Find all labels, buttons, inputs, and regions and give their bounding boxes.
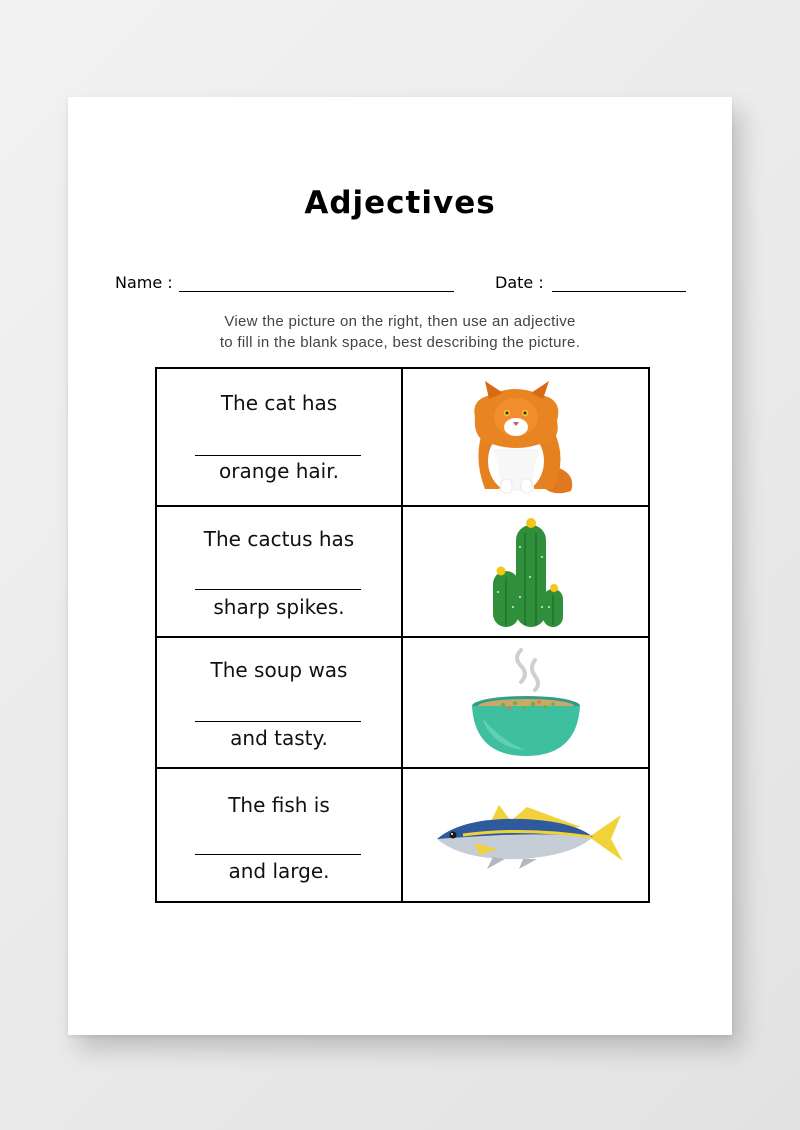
table-row bbox=[156, 368, 649, 506]
date-label: Date : bbox=[495, 273, 544, 292]
picture-cell bbox=[402, 368, 649, 506]
answer-blank[interactable] bbox=[195, 455, 361, 456]
sentence-cell bbox=[156, 368, 402, 506]
sentence-start: The cactus has bbox=[203, 527, 355, 551]
sentence-start: The cat has bbox=[220, 391, 338, 415]
sentence-end: and large. bbox=[228, 859, 330, 883]
name-date-row bbox=[115, 273, 695, 297]
sentence-end: and tasty. bbox=[230, 726, 328, 750]
answer-blank[interactable] bbox=[195, 854, 361, 855]
picture-cell bbox=[402, 637, 649, 768]
sentence-cell bbox=[156, 506, 402, 637]
fish-icon bbox=[403, 769, 648, 899]
date-input-line[interactable] bbox=[552, 291, 686, 292]
sentence-start: The fish is bbox=[228, 793, 330, 817]
answer-blank[interactable] bbox=[195, 589, 361, 590]
instructions bbox=[68, 311, 732, 353]
cactus-icon bbox=[403, 507, 648, 634]
table-row bbox=[156, 768, 649, 902]
table-row bbox=[156, 506, 649, 637]
name-label: Name : bbox=[115, 273, 173, 292]
answer-blank[interactable] bbox=[195, 721, 361, 722]
adjective-table bbox=[155, 367, 650, 903]
sentence-end: orange hair. bbox=[219, 459, 339, 483]
instructions-line-2: to fill in the blank space, best describing the picture. bbox=[219, 334, 581, 351]
picture-cell bbox=[402, 506, 649, 637]
name-input-line[interactable] bbox=[179, 291, 454, 292]
sentence-end: sharp spikes. bbox=[213, 595, 345, 619]
sentence-cell bbox=[156, 637, 402, 768]
soup-bowl-icon bbox=[403, 638, 648, 765]
picture-cell bbox=[402, 768, 649, 902]
instructions-line-1: View the picture on the right, then use an adjective bbox=[224, 313, 576, 330]
worksheet-page bbox=[68, 97, 732, 1035]
sentence-cell bbox=[156, 768, 402, 902]
page-title: Adjectives bbox=[304, 185, 496, 221]
sentence-start: The soup was bbox=[210, 658, 348, 682]
persian-cat-icon bbox=[403, 369, 648, 503]
table-row bbox=[156, 637, 649, 768]
